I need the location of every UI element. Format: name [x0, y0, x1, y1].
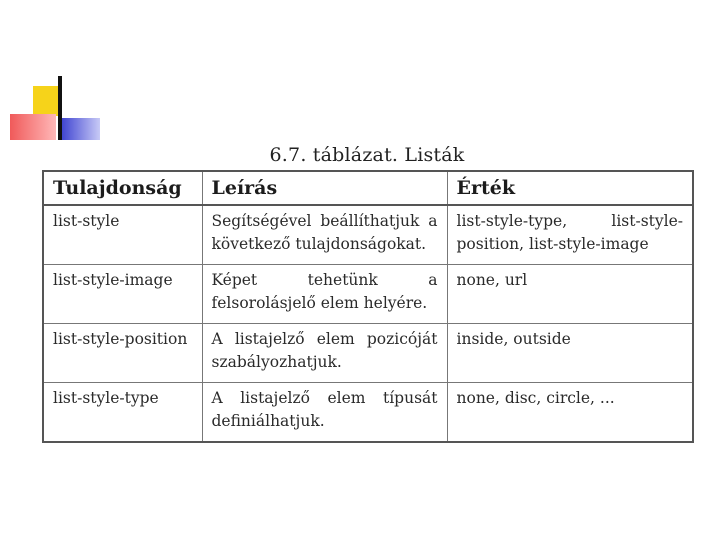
- cell-description: A listajelző elem típusát definiálhatjuk.: [202, 383, 447, 443]
- cell-property: list-style-type: [43, 383, 202, 443]
- table-row: [43, 383, 693, 443]
- cell-property: list-style: [43, 205, 202, 265]
- cell-value: list-style-type, list-style-position, list-style-image: [447, 205, 693, 265]
- logo-blue-square: [60, 118, 100, 140]
- cell-property: list-style-position: [43, 324, 202, 383]
- table-header-row: [43, 171, 693, 205]
- header-property: Tulajdonság: [43, 171, 202, 205]
- cell-description: Képet tehetünk a felsorolásjelő elem helyére.: [202, 265, 447, 324]
- table-row: [43, 324, 693, 383]
- table-caption: 6.7. táblázat. Listák: [269, 144, 465, 166]
- cell-description: A listajelző elem pozicóját szabályozhatjuk.: [202, 324, 447, 383]
- cell-value: none, url: [447, 265, 693, 324]
- logo-red-square: [10, 114, 56, 140]
- header-value: Érték: [447, 171, 693, 205]
- logo-yellow-square: [33, 86, 59, 116]
- header-description: Leírás: [202, 171, 447, 205]
- cell-description: Segítségével beállíthatjuk a következő tulajdonságokat.: [202, 205, 447, 265]
- cell-property: list-style-image: [43, 265, 202, 324]
- cell-value: none, disc, circle, ...: [447, 383, 693, 443]
- decorative-logo: [0, 0, 110, 150]
- table-row: [43, 265, 693, 324]
- cell-value: inside, outside: [447, 324, 693, 383]
- table-row: [43, 205, 693, 265]
- properties-table: [42, 170, 694, 443]
- logo-black-bar: [58, 76, 62, 140]
